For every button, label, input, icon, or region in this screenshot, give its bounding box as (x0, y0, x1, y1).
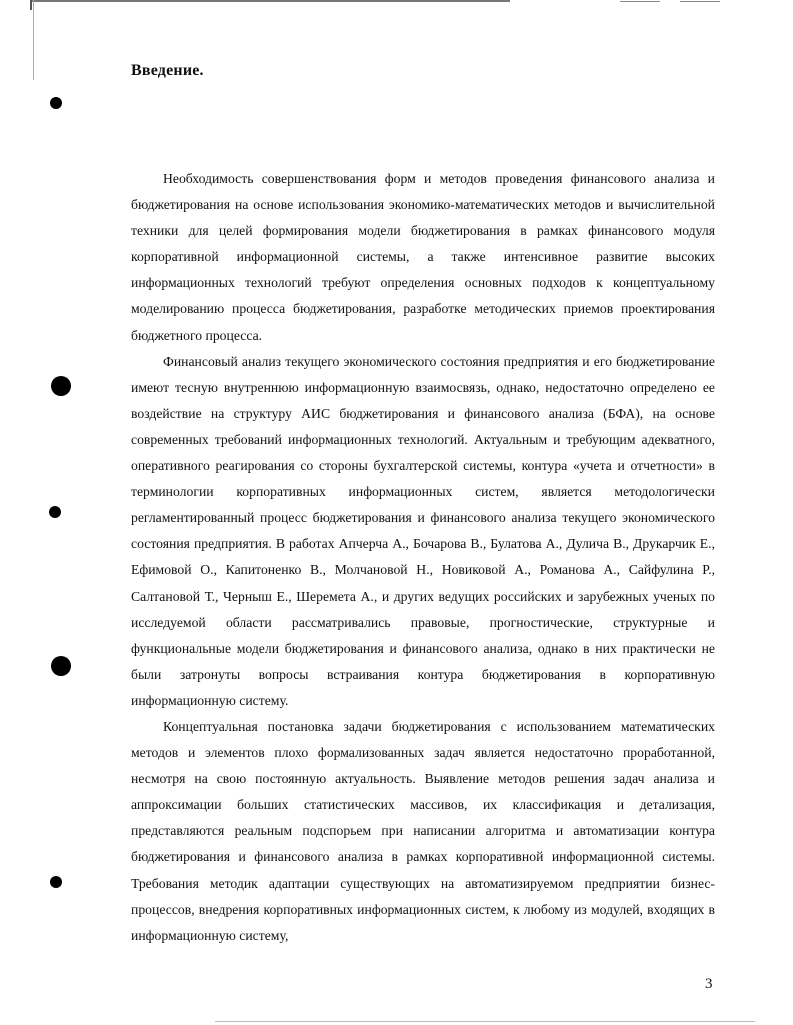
punch-hole (51, 376, 71, 396)
scan-edge-bottom (215, 1021, 755, 1022)
scan-edge-left (33, 0, 34, 80)
scan-edge-corner (30, 0, 32, 10)
punch-hole-mark (49, 506, 61, 518)
punch-hole-mark (50, 876, 62, 888)
paragraph: Концептуальная постановка задачи бюджетирования с использованием математических методов и элементов плохо формализованных задач является недостаточно проработанной, несмотря на свою постоянную актуальность. Выявление методов решения задач анализа и аппроксимации больших статистических массивов, их классификация и детализация, представляются реальным подспорьем при написании алгоритма и автоматизации контура бюджетирования и финансового анализа в рамках корпоративной информационной системы. Требования методик адаптации существующих на автоматизируемом предприятии бизнес-процессов, внедрения корпоративных информационных систем, к любому из модулей, входящих в информационную систему, (131, 718, 715, 943)
scan-edge-mark (620, 1, 660, 2)
paragraph: Необходимость совершенствования форм и методов проведения финансового анализа и бюджетирования на основе использования экономико-математических методов и вычислительной техники для целей формирования модели бюджетирования в рамках финансового модуля корпоративной информационной системы, а также интенсивное развитие высоких информационных технологий требуют определения основных подходов к концептуальному моделированию процесса бюджетирования, разработке методических приемов проектирования бюджетного процесса. (131, 171, 715, 343)
paragraph: Финансовый анализ текущего экономического состояния предприятия и его бюджетирование имеют тесную внутреннюю информационную взаимосвязь, однако, недостаточно определено ее воздействие на структуру АИС бюджетирования и финансового анализа (БФА), на основе современных требований информационных технологий. Актуальным и требующим адекватного, оперативного реагирования со стороны бухгалтерской системы, контура «учета и отчетности» в терминологии корпоративных информационных систем, является методологически регламентированный процесс бюджетирования и финансового анализа текущего экономического состояния предприятия. В работах Апчерча А., Бочарова В., Булатова А., Дулича В., Друкарчик Е., Ефимовой О., Капитоненко В., Молчановой Н., Новиковой А., Романова А., Сайфулина Р., Салтановой Т., Черныш Е., Шеремета А., и других ведущих российских и зарубежных ученых по исследуемой области рассматривались правовые, прогностические, структурные и функциональные модели бюджетирования и финансового анализа, однако в них практически не были затронуты вопросы встраивания контура бюджетирования в корпоративную информационную систему. (131, 353, 715, 708)
scan-edge-mark (680, 1, 720, 2)
punch-hole-mark (50, 97, 62, 109)
scan-edge-top (30, 0, 510, 2)
page-title: Введение. (131, 62, 204, 79)
page-number: 3 (705, 976, 713, 992)
body-text (131, 166, 715, 949)
punch-hole (51, 656, 71, 676)
